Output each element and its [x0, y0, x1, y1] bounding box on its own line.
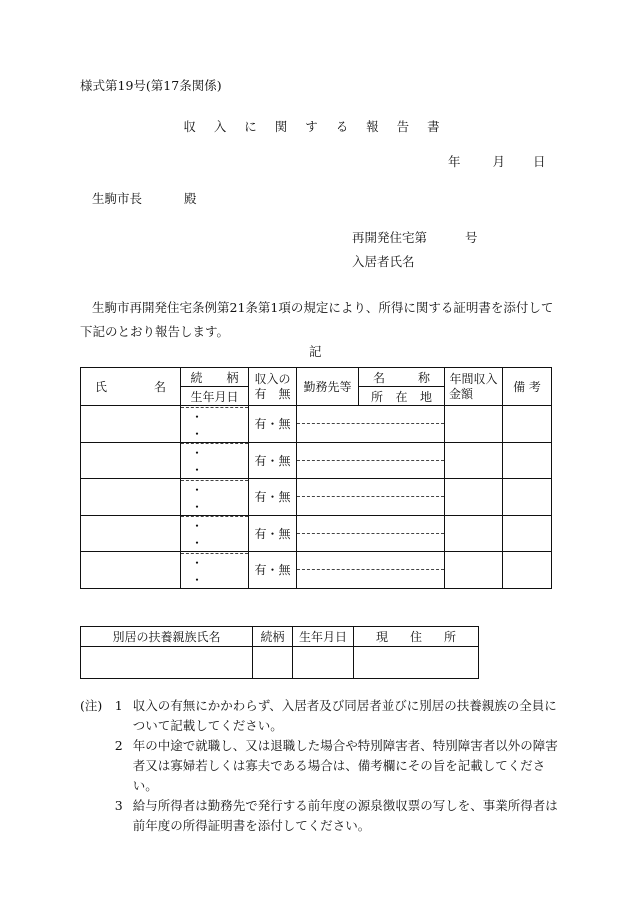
- date-line: [448, 156, 546, 169]
- header-relation-birthdate: 続 柄 生年月日: [181, 368, 249, 406]
- header-remarks: 備 考: [503, 368, 552, 406]
- note-text: 収入の有無にかかわらず、入居者及び同居者並びに別居の扶養親族の全員について記載してください。: [132, 698, 557, 733]
- name-cell[interactable]: [81, 552, 181, 589]
- dependents-header-row: [81, 627, 479, 647]
- annual-income-cell[interactable]: [445, 552, 503, 589]
- table-row: [81, 647, 479, 679]
- remarks-cell[interactable]: [503, 515, 552, 552]
- header-workplace: 勤務先等: [297, 368, 359, 406]
- header-workplace-name-address: 名 称 所 在 地: [359, 368, 445, 406]
- table-row: [81, 515, 552, 552]
- table-header-row: [81, 368, 552, 406]
- name-cell[interactable]: [81, 442, 181, 479]
- dep-name-cell[interactable]: [81, 647, 253, 679]
- dep-header-birthdate: 生年月日: [293, 627, 354, 647]
- table-row: [81, 479, 552, 516]
- housing-number: [352, 232, 478, 245]
- notes-prefix: (注): [80, 698, 103, 713]
- household-income-table: [80, 367, 552, 589]
- housing-number-suffix: 号: [465, 230, 478, 245]
- relation-birthdate-cell[interactable]: ・ ・: [181, 406, 249, 443]
- relation-birthdate-cell[interactable]: ・ ・: [181, 442, 249, 479]
- income-presence-cell[interactable]: 有・無: [249, 515, 297, 552]
- date-day-label: 日: [533, 154, 546, 169]
- annual-income-cell[interactable]: [445, 515, 503, 552]
- dep-birthdate-cell[interactable]: [293, 647, 354, 679]
- dep-header-name: 別居の扶養親族氏名: [81, 627, 253, 647]
- resident-name-label: 入居者氏名: [352, 254, 415, 269]
- income-presence-cell[interactable]: 有・無: [249, 552, 297, 589]
- date-month-label: 月: [492, 154, 506, 169]
- addressee-honorific: 殿: [184, 191, 197, 206]
- workplace-cell[interactable]: [297, 515, 445, 552]
- annual-income-cell[interactable]: [445, 479, 503, 516]
- relation-birthdate-cell[interactable]: ・ ・: [181, 552, 249, 589]
- form-number: 様式第19号(第17条関係): [80, 78, 222, 93]
- dep-header-relation: 続柄: [253, 627, 293, 647]
- table-row: [81, 406, 552, 443]
- table-row: [81, 442, 552, 479]
- header-annual-income: 年間収入 金額: [445, 368, 503, 406]
- relation-birthdate-cell[interactable]: ・ ・: [181, 515, 249, 552]
- dep-header-address: 現 住 所: [354, 627, 479, 647]
- workplace-cell[interactable]: [297, 442, 445, 479]
- date-year-label: 年: [448, 154, 461, 169]
- document-title: 収 入 に 関 す る 報 告 書: [183, 119, 447, 134]
- workplace-cell[interactable]: [297, 406, 445, 443]
- annual-income-cell[interactable]: [445, 442, 503, 479]
- note-item: 3 給与所得者は勤務先で発行する前年度の源泉徴収票の写しを、事業所得者は前年度の所得証明書を添付してください。: [80, 796, 560, 836]
- body-text: 生駒市再開発住宅条例第21条第1項の規定により、所得に関する証明書を添付して下記のとおり報告します。: [80, 300, 554, 339]
- remarks-cell[interactable]: [503, 552, 552, 589]
- note-item: 2 年の中途で就職し、又は退職した場合や特別障害者、特別障害者以外の障害者又は寡婦若しくは寡夫である場合は、備考欄にその旨を記載してください。: [80, 736, 560, 796]
- ki-heading: 記: [309, 344, 322, 359]
- remarks-cell[interactable]: [503, 406, 552, 443]
- table-row: [81, 552, 552, 589]
- income-presence-cell[interactable]: 有・無: [249, 406, 297, 443]
- dependents-table: [80, 626, 479, 679]
- dep-address-cell[interactable]: [354, 647, 479, 679]
- relation-birthdate-cell[interactable]: ・ ・: [181, 479, 249, 516]
- dep-relation-cell[interactable]: [253, 647, 293, 679]
- header-name: 氏 名: [81, 368, 181, 406]
- workplace-cell[interactable]: [297, 552, 445, 589]
- addressee-name: 生駒市長: [92, 191, 143, 206]
- note-text: 年の中途で就職し、又は退職した場合や特別障害者、特別障害者以外の障害者又は寡婦若しくは寡夫である場合は、備考欄にその旨を記載してください。: [132, 738, 558, 793]
- housing-number-prefix: 再開発住宅第: [352, 230, 428, 245]
- name-cell[interactable]: [81, 406, 181, 443]
- header-income-presence: 収入の 有 無: [249, 368, 297, 406]
- name-cell[interactable]: [81, 515, 181, 552]
- workplace-cell[interactable]: [297, 479, 445, 516]
- note-text: 給与所得者は勤務先で発行する前年度の源泉徴収票の写しを、事業所得者は前年度の所得証明書を添付してください。: [132, 798, 558, 833]
- remarks-cell[interactable]: [503, 479, 552, 516]
- note-item: (注) 1 収入の有無にかかわらず、入居者及び同居者並びに別居の扶養親族の全員について記載してください。: [80, 696, 560, 736]
- annual-income-cell[interactable]: [445, 406, 503, 443]
- addressee: [92, 193, 197, 206]
- name-cell[interactable]: [81, 479, 181, 516]
- notes-section: [80, 696, 560, 836]
- income-presence-cell[interactable]: 有・無: [249, 442, 297, 479]
- income-presence-cell[interactable]: 有・無: [249, 479, 297, 516]
- remarks-cell[interactable]: [503, 442, 552, 479]
